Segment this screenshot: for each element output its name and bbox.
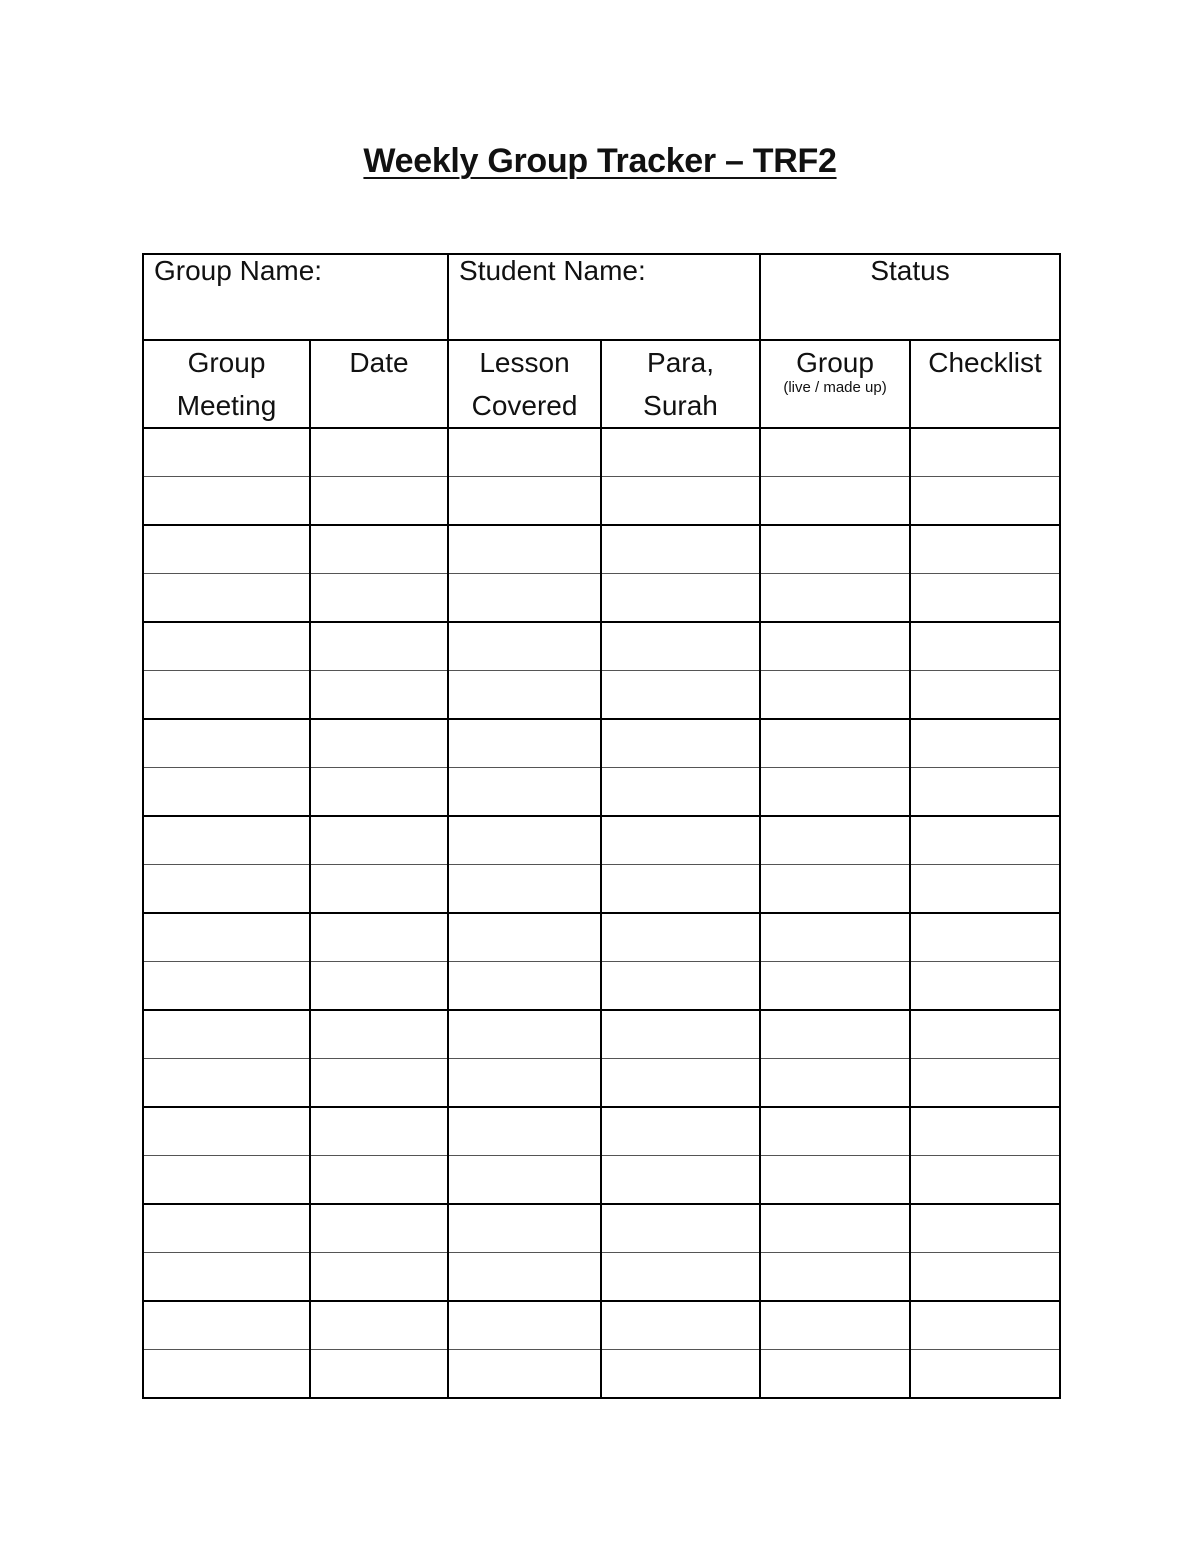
cell-group-status[interactable] — [760, 1156, 910, 1205]
cell-group-status[interactable] — [760, 477, 910, 526]
cell-para-surah[interactable] — [601, 913, 760, 962]
cell-group-meeting[interactable] — [143, 1059, 310, 1108]
status-label: Status — [870, 255, 950, 286]
cell-date[interactable] — [310, 1059, 448, 1108]
group-meeting-line2: Meeting — [176, 390, 277, 421]
cell-group-status[interactable] — [760, 865, 910, 914]
cell-lesson-covered[interactable] — [448, 816, 601, 865]
cell-group-meeting[interactable] — [143, 1107, 310, 1156]
cell-group-status[interactable] — [760, 913, 910, 962]
table-column-header-row — [143, 340, 1060, 428]
cell-lesson-covered[interactable] — [448, 1253, 601, 1302]
cell-para-surah[interactable] — [601, 574, 760, 623]
cell-para-surah[interactable] — [601, 1107, 760, 1156]
cell-para-surah[interactable] — [601, 1253, 760, 1302]
cell-lesson-covered[interactable] — [448, 477, 601, 526]
cell-date[interactable] — [310, 428, 448, 477]
cell-para-surah[interactable] — [601, 719, 760, 768]
cell-checklist[interactable] — [910, 1350, 1060, 1399]
cell-para-surah[interactable] — [601, 1350, 760, 1399]
cell-lesson-covered[interactable] — [448, 1204, 601, 1253]
cell-date[interactable] — [310, 1253, 448, 1302]
cell-date[interactable] — [310, 525, 448, 574]
cell-para-surah[interactable] — [601, 1156, 760, 1205]
cell-lesson-covered[interactable] — [448, 525, 601, 574]
cell-lesson-covered[interactable] — [448, 1059, 601, 1108]
cell-date[interactable] — [310, 477, 448, 526]
cell-para-surah[interactable] — [601, 1301, 760, 1350]
cell-para-surah[interactable] — [601, 671, 760, 720]
cell-group-status[interactable] — [760, 671, 910, 720]
table-row — [143, 1350, 1060, 1399]
cell-lesson-covered[interactable] — [448, 1156, 601, 1205]
table-row — [143, 525, 1060, 574]
cell-group-status[interactable] — [760, 1301, 910, 1350]
cell-group-meeting[interactable] — [143, 1204, 310, 1253]
cell-group-status[interactable] — [760, 574, 910, 623]
cell-checklist[interactable] — [910, 1010, 1060, 1059]
table-row — [143, 865, 1060, 914]
cell-checklist[interactable] — [910, 428, 1060, 477]
checklist-label: Checklist — [928, 347, 1042, 378]
column-header-lesson-covered — [448, 340, 601, 428]
cell-lesson-covered[interactable] — [448, 865, 601, 914]
cell-checklist[interactable] — [910, 913, 1060, 962]
cell-date[interactable] — [310, 1156, 448, 1205]
cell-checklist[interactable] — [910, 671, 1060, 720]
table-row — [143, 1010, 1060, 1059]
group-meeting-line1: Group — [187, 347, 266, 378]
cell-group-meeting[interactable] — [143, 1350, 310, 1399]
tracker-rows — [143, 428, 1060, 1398]
table-row — [143, 816, 1060, 865]
column-header-group-status — [760, 340, 910, 428]
table-row — [143, 1059, 1060, 1108]
table-row — [143, 719, 1060, 768]
cell-group-meeting[interactable] — [143, 574, 310, 623]
cell-para-surah[interactable] — [601, 816, 760, 865]
cell-lesson-covered[interactable] — [448, 574, 601, 623]
cell-group-status[interactable] — [760, 1107, 910, 1156]
table-row — [143, 477, 1060, 526]
table-row — [143, 671, 1060, 720]
table-row — [143, 768, 1060, 817]
cell-group-meeting[interactable] — [143, 671, 310, 720]
cell-lesson-covered[interactable] — [448, 1350, 601, 1399]
cell-date[interactable] — [310, 768, 448, 817]
cell-date[interactable] — [310, 1204, 448, 1253]
cell-para-surah[interactable] — [601, 1010, 760, 1059]
cell-checklist[interactable] — [910, 865, 1060, 914]
table-row — [143, 1156, 1060, 1205]
cell-date[interactable] — [310, 962, 448, 1011]
column-header-para-surah — [601, 340, 760, 428]
group-name-label: Group Name: — [154, 255, 323, 286]
weekly-tracker-table — [142, 253, 1061, 1399]
column-header-group-meeting — [143, 340, 310, 428]
cell-group-meeting[interactable] — [143, 1010, 310, 1059]
cell-lesson-covered[interactable] — [448, 913, 601, 962]
cell-group-meeting[interactable] — [143, 962, 310, 1011]
table-row — [143, 1107, 1060, 1156]
column-header-date — [310, 340, 448, 428]
cell-group-status[interactable] — [760, 1350, 910, 1399]
cell-checklist[interactable] — [910, 1059, 1060, 1108]
cell-group-status[interactable] — [760, 962, 910, 1011]
cell-group-meeting[interactable] — [143, 816, 310, 865]
cell-checklist[interactable] — [910, 574, 1060, 623]
cell-para-surah[interactable] — [601, 622, 760, 671]
table-row — [143, 622, 1060, 671]
table-row — [143, 428, 1060, 477]
cell-lesson-covered[interactable] — [448, 719, 601, 768]
cell-group-status[interactable] — [760, 719, 910, 768]
cell-lesson-covered[interactable] — [448, 1010, 601, 1059]
lesson-line2: Covered — [471, 390, 578, 421]
cell-para-surah[interactable] — [601, 768, 760, 817]
cell-group-meeting[interactable] — [143, 428, 310, 477]
para-line2: Surah — [643, 390, 718, 421]
cell-group-status[interactable] — [760, 1253, 910, 1302]
table-row — [143, 1253, 1060, 1302]
cell-lesson-covered[interactable] — [448, 768, 601, 817]
cell-para-surah[interactable] — [601, 865, 760, 914]
cell-date[interactable] — [310, 913, 448, 962]
column-header-checklist — [910, 340, 1060, 428]
cell-lesson-covered[interactable] — [448, 671, 601, 720]
student-name-label: Student Name: — [459, 255, 646, 286]
cell-checklist[interactable] — [910, 1156, 1060, 1205]
cell-para-surah[interactable] — [601, 962, 760, 1011]
cell-checklist[interactable] — [910, 768, 1060, 817]
cell-date[interactable] — [310, 1107, 448, 1156]
table-row — [143, 1204, 1060, 1253]
table-row — [143, 574, 1060, 623]
group-status-label: Group — [796, 347, 874, 378]
cell-date[interactable] — [310, 865, 448, 914]
cell-group-meeting[interactable] — [143, 1301, 310, 1350]
cell-lesson-covered[interactable] — [448, 428, 601, 477]
cell-checklist[interactable] — [910, 525, 1060, 574]
cell-date[interactable] — [310, 1010, 448, 1059]
cell-date[interactable] — [310, 1350, 448, 1399]
cell-para-surah[interactable] — [601, 1059, 760, 1108]
date-label: Date — [349, 347, 409, 378]
cell-group-meeting[interactable] — [143, 477, 310, 526]
cell-group-meeting[interactable] — [143, 865, 310, 914]
cell-group-status[interactable] — [760, 1204, 910, 1253]
cell-group-meeting[interactable] — [143, 913, 310, 962]
cell-checklist[interactable] — [910, 1253, 1060, 1302]
table-row — [143, 1301, 1060, 1350]
student-name-field[interactable] — [448, 254, 760, 340]
cell-group-status[interactable] — [760, 1059, 910, 1108]
cell-date[interactable] — [310, 574, 448, 623]
cell-checklist[interactable] — [910, 477, 1060, 526]
cell-lesson-covered[interactable] — [448, 962, 601, 1011]
cell-lesson-covered[interactable] — [448, 1301, 601, 1350]
cell-group-meeting[interactable] — [143, 525, 310, 574]
table-header-top-row — [143, 254, 1060, 340]
cell-checklist[interactable] — [910, 1107, 1060, 1156]
cell-date[interactable] — [310, 671, 448, 720]
cell-checklist[interactable] — [910, 622, 1060, 671]
cell-group-status[interactable] — [760, 768, 910, 817]
cell-lesson-covered[interactable] — [448, 622, 601, 671]
cell-para-surah[interactable] — [601, 1204, 760, 1253]
lesson-line1: Lesson — [479, 347, 570, 378]
cell-group-meeting[interactable] — [143, 1156, 310, 1205]
cell-group-status[interactable] — [760, 428, 910, 477]
cell-group-meeting[interactable] — [143, 768, 310, 817]
table-row — [143, 962, 1060, 1011]
table-row — [143, 913, 1060, 962]
cell-date[interactable] — [310, 816, 448, 865]
cell-para-surah[interactable] — [601, 477, 760, 526]
cell-group-meeting[interactable] — [143, 622, 310, 671]
cell-checklist[interactable] — [910, 1204, 1060, 1253]
cell-group-status[interactable] — [760, 816, 910, 865]
cell-date[interactable] — [310, 1301, 448, 1350]
status-header — [760, 254, 1060, 340]
cell-group-meeting[interactable] — [143, 719, 310, 768]
cell-checklist[interactable] — [910, 816, 1060, 865]
cell-para-surah[interactable] — [601, 525, 760, 574]
group-name-field[interactable] — [143, 254, 448, 340]
group-status-note: (live / made up) — [783, 379, 887, 396]
cell-date[interactable] — [310, 622, 448, 671]
page-title: Weekly Group Tracker – TRF2 — [363, 142, 837, 180]
cell-group-meeting[interactable] — [143, 1253, 310, 1302]
cell-para-surah[interactable] — [601, 428, 760, 477]
cell-group-status[interactable] — [760, 1010, 910, 1059]
cell-group-status[interactable] — [760, 622, 910, 671]
cell-checklist[interactable] — [910, 1301, 1060, 1350]
cell-checklist[interactable] — [910, 962, 1060, 1011]
cell-date[interactable] — [310, 719, 448, 768]
para-line1: Para, — [647, 347, 714, 378]
cell-checklist[interactable] — [910, 719, 1060, 768]
cell-lesson-covered[interactable] — [448, 1107, 601, 1156]
cell-group-status[interactable] — [760, 525, 910, 574]
